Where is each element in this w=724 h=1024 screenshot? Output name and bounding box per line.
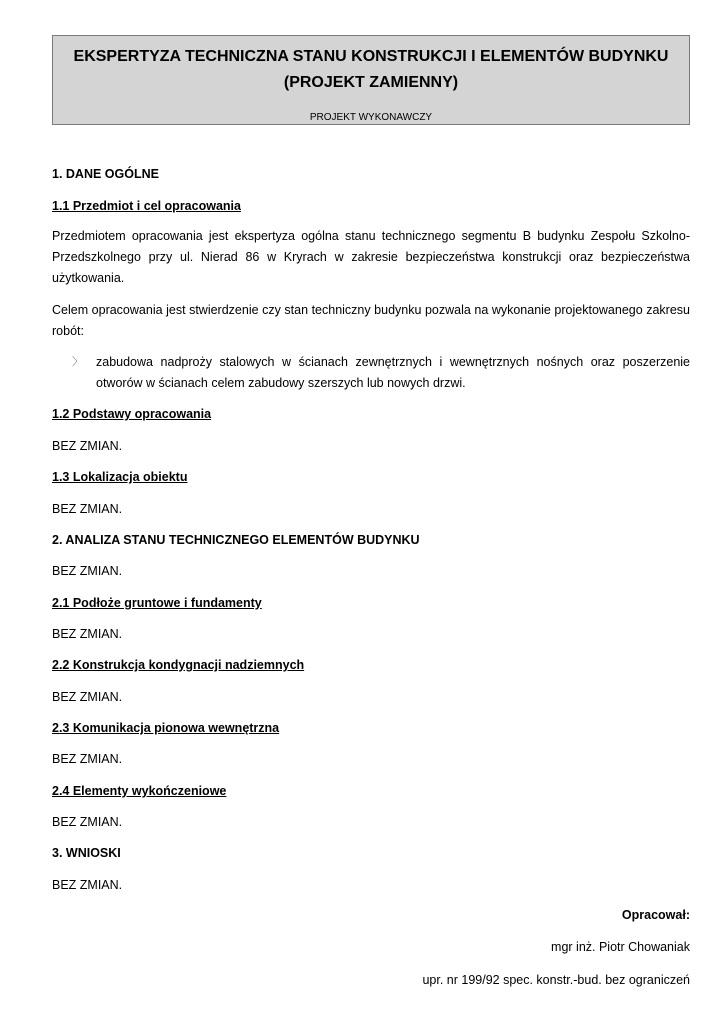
signature-license: upr. nr 199/92 spec. konstr.-bud. bez ograniczeń (422, 973, 690, 987)
section-2-text: BEZ ZMIAN. (52, 564, 123, 578)
document-subtitle: PROJEKT WYKONAWCZY (309, 112, 433, 123)
section-2-heading: 2. ANALIZA STANU TECHNICZNEGO ELEMENTÓW BUDYNKU (52, 533, 420, 547)
section-1-heading: 1. DANE OGÓLNE (52, 167, 159, 181)
section-2-1-text: BEZ ZMIAN. (52, 627, 123, 641)
document-title (53, 44, 689, 96)
section-3-text: BEZ ZMIAN. (52, 878, 123, 892)
section-1-1-heading: 1.1 Przedmiot i cel opracowania (52, 199, 241, 213)
bullet-item (52, 352, 690, 396)
title-line-1: EKSPERTYZA TECHNICZNA STANU KONSTRUKCJI I ELEMENTÓW BUDYNKU (73, 48, 669, 65)
signature-name: mgr inż. Piotr Chowaniak (551, 940, 690, 954)
section-1-1-paragraph-1: Przedmiotem opracowania jest ekspertyza ogólna stanu technicznego segmentu B budynku Zespołu Szkolno-Przedszkolnego przy ul. Nierad 86 w Kryrach w zakresie bezpieczeństwa konstrukcji oraz bezpieczeństwa użytkowania. (52, 229, 690, 285)
section-1-1-paragraph-2: Celem opracowania jest stwierdzenie czy stan techniczny budynku pozwala na wykonanie projektowanego zakresu robót: (52, 303, 690, 338)
section-2-4-text: BEZ ZMIAN. (52, 815, 123, 829)
section-2-2-text: BEZ ZMIAN. (52, 690, 123, 704)
section-2-1-heading: 2.1 Podłoże gruntowe i fundamenty (52, 596, 262, 610)
section-1-2-heading: 1.2 Podstawy opracowania (52, 407, 212, 421)
section-3-heading: 3. WNIOSKI (52, 846, 121, 860)
section-2-3-text: BEZ ZMIAN. (52, 752, 123, 766)
title-box (52, 35, 690, 125)
section-1-2-text: BEZ ZMIAN. (52, 439, 123, 453)
bullet-text: zabudowa nadproży stalowych w ścianach zewnętrznych i wewnętrznych nośnych oraz poszerzenie otworów w ścianach celem zabudowy szerszych lub nowych drzwi. (96, 355, 690, 390)
section-1-3-text: BEZ ZMIAN. (52, 502, 123, 516)
section-2-3-heading: 2.3 Komunikacja pionowa wewnętrzna (52, 721, 280, 735)
title-line-2: (PROJEKT ZAMIENNY) (283, 74, 459, 91)
section-2-4-heading: 2.4 Elementy wykończeniowe (52, 784, 227, 798)
signature-label: Opracował: (621, 908, 690, 922)
bullet-marker-icon: 〉 (72, 356, 83, 368)
section-2-2-heading: 2.2 Konstrukcja kondygnacji nadziemnych (52, 658, 305, 672)
section-1-3-heading: 1.3 Lokalizacja obiektu (52, 470, 188, 484)
